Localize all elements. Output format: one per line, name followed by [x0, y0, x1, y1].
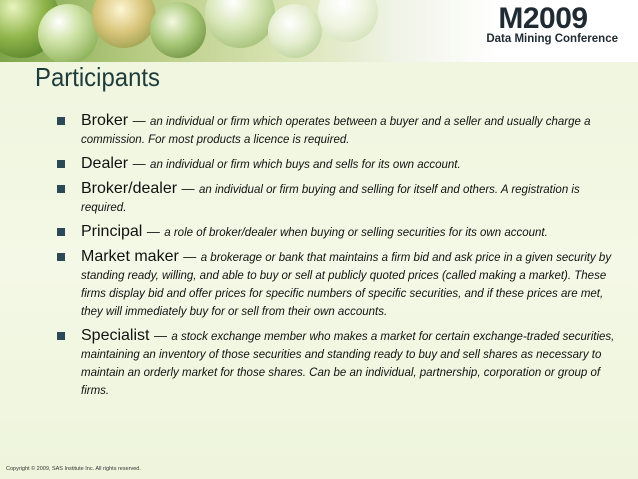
- marble-image: [150, 2, 206, 58]
- item-description: an individual or firm which operates between a buyer and a seller and usually charge a commission. For most products a licence is required.: [81, 116, 591, 146]
- logo-subtitle: Data Mining Conference: [486, 33, 618, 45]
- square-bullet-icon: [57, 117, 65, 125]
- copyright-footer: Copyright © 2009, SAS Institute Inc. All rights reserved.: [6, 466, 141, 472]
- list-item-dealer: [55, 155, 615, 173]
- marble-image: [268, 4, 322, 58]
- item-dash: —: [183, 249, 197, 264]
- item-dash: —: [132, 156, 146, 171]
- marble-image: [318, 0, 378, 42]
- item-description: a role of broker/dealer when buying or selling securities for its own account.: [164, 227, 548, 239]
- logo-main-text: M2009: [498, 2, 588, 35]
- participants-list: [55, 112, 615, 406]
- marble-image: [205, 0, 275, 48]
- item-term: Principal: [81, 223, 143, 240]
- marble-image: [38, 4, 98, 62]
- header-banner: [0, 0, 638, 62]
- item-description: an individual or firm buying and selling for itself and others. A registration is required.: [81, 184, 580, 214]
- item-term: Dealer: [81, 155, 129, 172]
- marble-image: [92, 0, 156, 48]
- item-dash: —: [153, 328, 167, 343]
- item-description: an individual or firm which buys and sells for its own account.: [150, 159, 461, 171]
- list-item-market-maker: [55, 248, 615, 320]
- list-item-specialist: [55, 327, 615, 399]
- item-dash: —: [146, 224, 160, 239]
- item-term: Broker: [81, 112, 129, 129]
- list-item-broker-dealer: [55, 180, 615, 216]
- square-bullet-icon: [57, 253, 65, 261]
- square-bullet-icon: [57, 160, 65, 168]
- square-bullet-icon: [57, 332, 65, 340]
- square-bullet-icon: [57, 185, 65, 193]
- item-dash: —: [181, 181, 195, 196]
- item-term: Specialist: [81, 327, 150, 344]
- square-bullet-icon: [57, 228, 65, 236]
- list-item-principal: [55, 223, 615, 241]
- conference-logo: [486, 2, 618, 46]
- slide-title: Participants: [35, 62, 160, 92]
- item-dash: —: [132, 113, 146, 128]
- item-term: Market maker: [81, 248, 179, 265]
- item-term: Broker/dealer: [81, 180, 178, 197]
- item-description: a stock exchange member who makes a market for certain exchange-traded securities, maintaining an inventory of those securities and standing ready to buy and sell shares as necessary to maintain an orderly market for those shares. Can be an individual, partnership, corporation or group of firms.: [81, 331, 615, 397]
- list-item-broker: [55, 112, 615, 148]
- item-description: a brokerage or bank that maintains a firm bid and ask price in a given security by standing ready, willing, and able to buy or sell at publicly quoted prices (called making a market). These firms display bid and offer prices for specific numbers of specific securities, and if these prices are met, they will immediately buy for or sell from their own accounts.: [81, 252, 612, 318]
